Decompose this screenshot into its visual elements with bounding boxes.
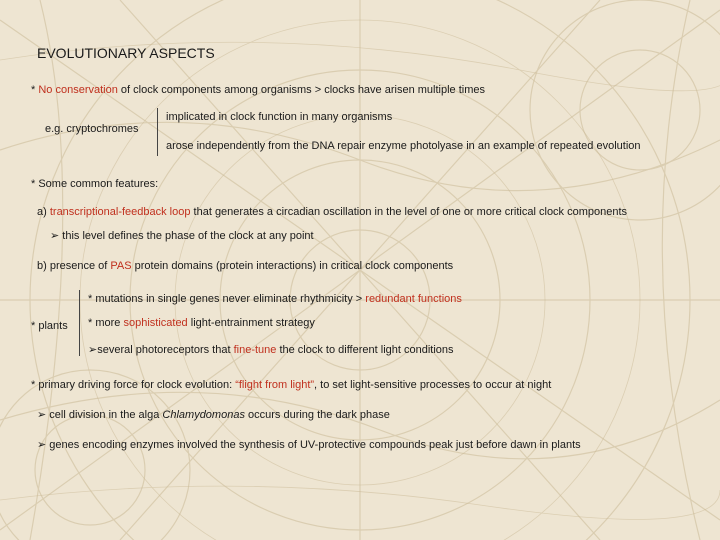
feature-b — [37, 259, 453, 273]
feature-a-rest: that generates a circadian oscillation in the level of one or more critical clock components — [190, 206, 628, 218]
plants-sophisticated-prefix: * more — [88, 317, 124, 329]
feature-a — [37, 205, 627, 219]
cryptochromes-item-1: implicated in clock function in many organisms — [166, 111, 393, 123]
common-features-heading: * Some common features: — [31, 178, 159, 190]
sophisticated-highlight: sophisticated — [123, 317, 188, 329]
fine-tune-highlight: fine-tune — [233, 344, 277, 356]
photoreceptors-prefix: several photoreceptors that — [97, 344, 234, 356]
arrow-bullet-icon: ➢ — [37, 438, 47, 451]
arrow-bullet-icon: ➢ — [50, 229, 60, 242]
cell-division-rest: occurs during the dark phase — [244, 409, 390, 421]
plants-mutations — [88, 292, 462, 306]
feature-b-prefix: b) presence of — [37, 260, 111, 272]
pas-highlight: PAS — [110, 260, 132, 272]
no-conservation-highlight: No conservation — [38, 84, 118, 96]
plants-photoreceptors — [88, 343, 454, 357]
photoreceptors-rest: the clock to different light conditions — [276, 344, 454, 356]
conservation-prefix: * — [31, 84, 39, 96]
cryptochromes-label: e.g. cryptochromes — [45, 123, 139, 135]
conservation-line — [31, 83, 485, 97]
uv-genes-text: genes encoding enzymes involved the synthesis of UV-protective compounds peak just before dawn in plants — [49, 439, 581, 451]
feature-b-rest: protein domains (protein interactions) in critical clock components — [131, 260, 454, 272]
plants-sophisticated-rest: light-entrainment strategy — [187, 317, 315, 329]
cryptochromes-item-2: arose independently from the DNA repair enzyme photolyase in an example of repeated evolution — [166, 140, 641, 152]
cell-division-point — [37, 408, 390, 422]
slide-title: EVOLUTIONARY ASPECTS — [37, 45, 215, 61]
uv-genes-point — [37, 438, 581, 452]
plants-mutations-text: * mutations in single genes never eliminate rhythmicity > — [88, 293, 366, 305]
cell-division-prefix: cell division in the alga — [49, 409, 163, 421]
chlamydomonas-italic: Chlamydomonas — [162, 409, 245, 421]
feature-a-subpoint-text: this level defines the phase of the clock at any point — [62, 230, 314, 242]
redundant-functions-highlight: redundant functions — [365, 293, 462, 305]
feedback-loop-highlight: transcriptional-feedback loop — [49, 206, 191, 218]
driving-force-rest: , to set light-sensitive processes to occur at night — [314, 379, 552, 391]
feature-a-subpoint — [50, 229, 314, 243]
plants-bracket-line — [79, 290, 80, 356]
feature-a-prefix: a) — [37, 206, 50, 218]
driving-force-prefix: * primary driving force for clock evolution: — [31, 379, 236, 391]
arrow-bullet-icon: ➢ — [88, 343, 98, 356]
plants-label: * plants — [31, 320, 68, 332]
flight-from-light-highlight: “flight from light” — [235, 379, 315, 391]
arrow-bullet-icon: ➢ — [37, 408, 47, 421]
plants-sophisticated — [88, 316, 315, 330]
cryptochromes-bracket-line — [157, 108, 158, 156]
driving-force-line — [31, 378, 551, 392]
conservation-rest: of clock components among organisms > clocks have arisen multiple times — [117, 84, 485, 96]
